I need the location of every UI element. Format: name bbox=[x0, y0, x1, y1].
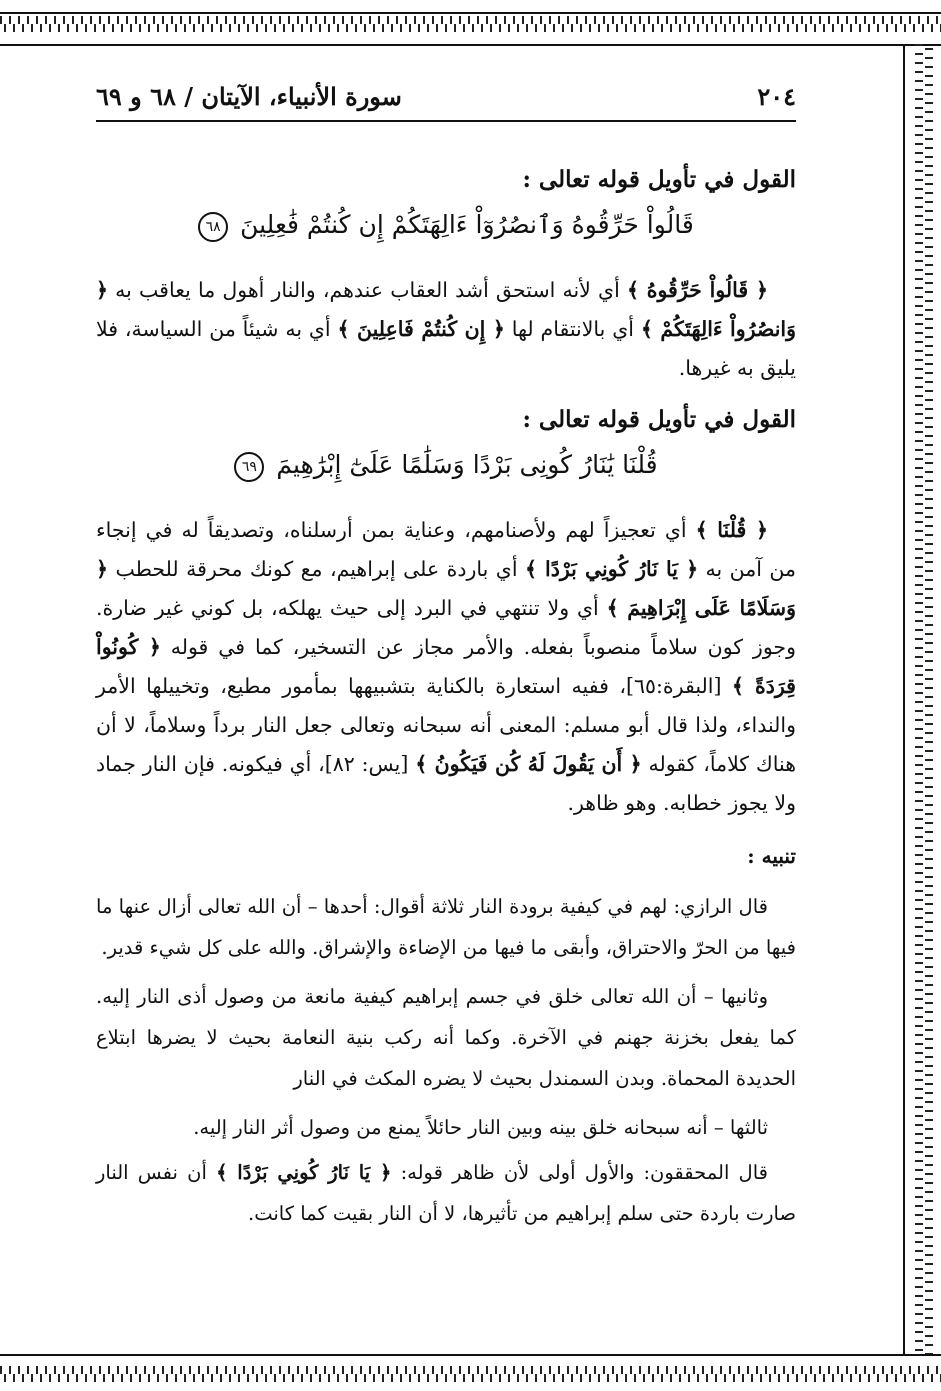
note-paragraph-1: قال الرازي: لهم في كيفية برودة النار ثلاثة أقوال: أحدها – أن الله تعالى أزال عنها ما فيها من الحرّ والاحتراق، وأبقى ما فيها من الإضاءة والإشراق. والله على كل شيء قدير. bbox=[96, 895, 796, 959]
quote: ﴿ قَالُواْ حَرِّقُوهُ ﴾ bbox=[626, 278, 768, 302]
quote: ﴿ قُلْنَا ﴾ bbox=[695, 518, 768, 542]
text: قال المحققون: والأول أولى لأن ظاهر قوله: bbox=[391, 1161, 768, 1184]
section-heading-2: القول في تأويل قوله تعالى : bbox=[522, 406, 796, 433]
note-heading: تنبيه : bbox=[747, 844, 796, 868]
quran-verse-68 bbox=[96, 205, 796, 245]
bottom-ornamental-border bbox=[0, 1354, 941, 1391]
note-paragraph-3: ثالثها – أنه سبحانه خلق بينه وبين النار حائلاً يمنع من وصول أثر النار إليه. bbox=[193, 1116, 768, 1139]
text: أي به شيئاً من السياسة، فلا يليق به غيرها. bbox=[96, 317, 796, 380]
page-number: ٢٠٤ bbox=[757, 82, 796, 111]
page-body bbox=[96, 60, 796, 1345]
text: أي تعجيزاً لهم ولأصنامهم، وعناية بمن أرسلناه، وتصديقاً له في إنجاء من آمن به bbox=[96, 518, 796, 581]
text: أي لأنه استحق أشد العقاب عندهم، والنار أهول ما يعاقب به bbox=[108, 278, 627, 302]
top-ornamental-border bbox=[0, 0, 941, 46]
ayah-number-badge: ٦٨ bbox=[198, 212, 228, 242]
quote: ﴿ يَا نَارُ كُونِي بَرْدًا ﴾ bbox=[216, 1161, 392, 1184]
text: أي بالانتقام لها bbox=[504, 317, 641, 341]
verse-text: قَالُواْ حَرِّقُوهُ وَٱنصُرُوٓاْ ءَالِهَتَكُمْ إِن كُنتُمْ فَٰعِلِينَ bbox=[240, 210, 694, 239]
ayah-number-badge: ٦٩ bbox=[234, 452, 264, 482]
text: أن نفس النار صارت باردة حتى سلم إبراهيم من تأثيرها، لا أن النار بقيت كما كانت. bbox=[96, 1161, 796, 1225]
page-header bbox=[96, 60, 796, 122]
section-heading-1: القول في تأويل قوله تعالى : bbox=[522, 166, 796, 193]
quote: ﴿ يَا نَارُ كُونِي بَرْدًا ﴾ bbox=[524, 557, 699, 581]
commentary-paragraph-1 bbox=[96, 271, 796, 388]
text: أي ولا تنتهي في البرد إلى حيث يهلكه، بل كوني غير ضارة. وجوز كون سلاماً منصوباً بفعله. والأمر مجاز عن التسخير، كما في قوله bbox=[96, 596, 796, 659]
commentary-paragraph-2 bbox=[96, 511, 796, 823]
verse-text: قُلْنَا يَٰنَارُ كُونِى بَرْدًا وَسَلَٰمًا عَلَىٰٓ إِبْرَٰهِيمَ bbox=[276, 450, 658, 479]
text: [البقرة:٦٥]، ففيه استعارة بالكناية بتشبيهها بمأمور مطيع، وتخييلها الأمر والنداء، ولذا قال أبو مسلم: المعنى أنه سبحانه وتعالى جعل النار برداً وسلاماً، لا أن هناك كلاماً، كقوله bbox=[96, 674, 797, 776]
quote: ﴿ وَسَلَامًا عَلَى إِبْرَاهِيمَ ﴾ bbox=[96, 557, 796, 620]
quote: ﴿ إِن كُنتُمْ فَاعِلِينَ ﴾ bbox=[337, 317, 505, 341]
running-title: سورة الأنبياء، الآيتان / ٦٨ و ٦٩ bbox=[96, 82, 402, 111]
quote: ﴿ كُونُواْ قِرَدَةً ﴾ bbox=[96, 635, 796, 698]
quote: ﴿ أَن يَقُولَ لَهُ كُن فَيَكُونُ ﴾ bbox=[415, 752, 642, 776]
note-paragraph-4 bbox=[96, 1152, 796, 1234]
text: [يس: ٨٢]، أي فيكونه. فإن النار جماد ولا يجوز خطابه. وهو ظاهر. bbox=[96, 752, 796, 815]
text: أي باردة على إبراهيم، مع كونك محرقة للحطب bbox=[108, 557, 525, 581]
quran-verse-69 bbox=[96, 445, 796, 485]
quote: ﴿ وَانصُرُواْ ءَالِهَتَكُمْ ﴾ bbox=[96, 278, 797, 341]
right-ornamental-border bbox=[903, 44, 941, 1356]
note-paragraph-2: وثانيها – أن الله تعالى خلق في جسم إبراهيم كيفية مانعة من وصول أذى النار إليه. كما يفعل بخزنة جهنم في الآخرة. وكما أنه ركب بنية النعامة بحيث لا يضرها ابتلاع الحديدة المحماة. وبدن السمندل بحيث لا يضره المكث في النار bbox=[96, 985, 796, 1090]
